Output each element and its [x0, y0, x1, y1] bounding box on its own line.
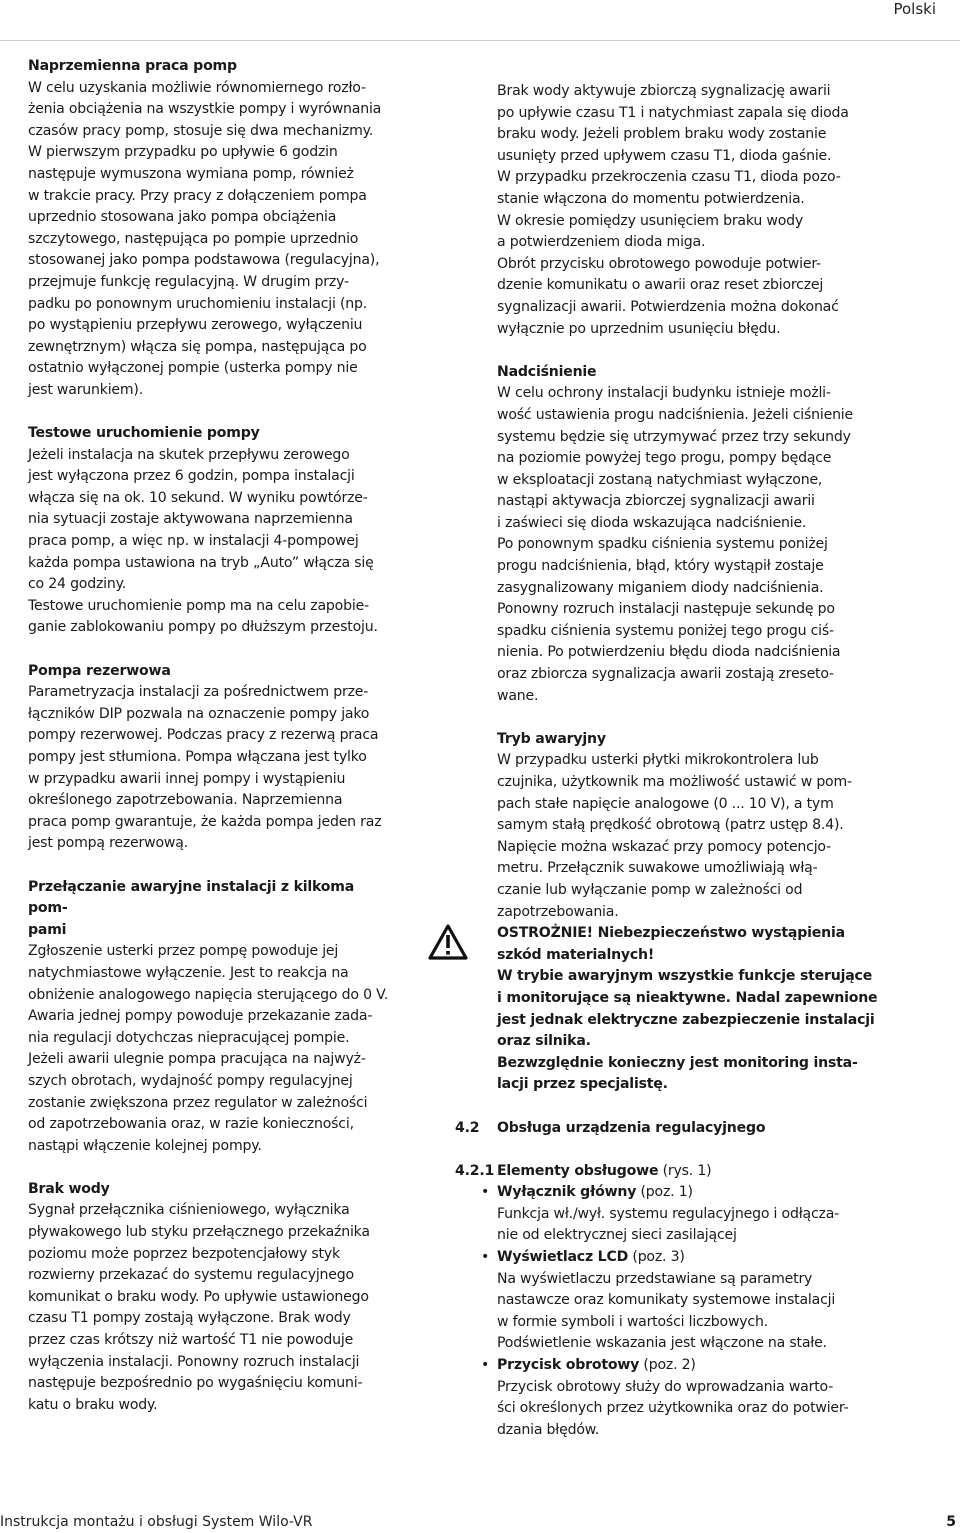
text-line: sygnalizacji awarii. Potwierdzenia można dokonać [497, 298, 839, 315]
text-line: nastąpi aktywacja zbiorczej sygnalizacji awarii [497, 493, 815, 510]
warning-text-line: szkód materialnych! [497, 946, 655, 963]
text-line: Ponowny rozruch instalacji następuje sekundę po [497, 601, 835, 618]
warning-text-line: oraz silnika. [497, 1033, 591, 1050]
text-line: co 24 godziny. [28, 576, 127, 593]
text-line: uprzednio stosowana jako pompa obciążenia [28, 209, 337, 226]
text-line: nia regulacji dotychczas niepracującej pompie. [28, 1029, 350, 1046]
text-line: Testowe uruchomienie pomp ma na celu zapobie- [28, 597, 369, 614]
section-4-2-1-heading [455, 1161, 853, 1183]
paragraph-gap [497, 340, 853, 362]
item-ref: (poz. 2) [639, 1357, 696, 1374]
paragraph-gap [28, 639, 384, 661]
text-line: samym stałą prędkość obrotową (patrz ustęp 8.4). [497, 817, 844, 834]
warning-text-line: Bezwzględnie konieczny jest monitoring insta- [497, 1054, 858, 1071]
text-line: W okresie pomiędzy usunięciem braku wody [497, 212, 804, 229]
text-line: i zaświeci się dioda wskazująca nadciśnienie. [497, 514, 807, 531]
text-line: stosowanej jako pompa podstawowa (regulacyjna), [28, 252, 380, 269]
text-line: katu o braku wody. [28, 1396, 158, 1413]
text-line: obniżenie analogowego napięcia sterującego do 0 V. [28, 986, 389, 1003]
text-line: spadku ciśnienia systemu poniżej tego progu ciś- [497, 622, 834, 639]
text-line: pompy rezerwowej. Podczas pracy z rezerwą praca [28, 727, 379, 744]
text-line: następuje bezpośrednio po wygaśnięciu komuni- [28, 1375, 363, 1392]
section-title: Elementy obsługowe [497, 1162, 659, 1179]
footer-title: Instrukcja montażu i obsługi System Wilo-VR [0, 1514, 313, 1530]
text-line: rozwierny przekazać do systemu regulacyjnego [28, 1267, 354, 1284]
language-label: Polski [893, 0, 936, 18]
text-line: ści określonych przez użytkownika oraz do potwier- [497, 1400, 849, 1417]
text-line: Parametryzacja instalacji za pośrednictwem prze- [28, 684, 369, 701]
section-heading: pami [28, 921, 67, 938]
text-line: określonego zapotrzebowania. Naprzemienna [28, 792, 343, 809]
section-title: Obsługa urządzenia regulacyjnego [497, 1119, 766, 1136]
text-line: nie od elektrycznej sieci zasilającej [497, 1227, 737, 1244]
page-number: 5 [946, 1514, 956, 1530]
section-heading: Testowe uruchomienie pompy [28, 425, 260, 442]
text-line: jest pompą rezerwową. [28, 835, 188, 852]
section-number: 4.2 [455, 1119, 480, 1136]
text-line: nia sytuacji zostaje aktywowana naprzemienna [28, 511, 353, 528]
warning-triangle-icon [428, 924, 468, 960]
text-line: braku wody. Jeżeli problem braku wody zostanie [497, 126, 827, 143]
text-line: żenia obciążenia na wszystkie pompy i wyrównania [28, 101, 382, 118]
text-line: oraz zbiorcza sygnalizacja awarii zostają zreseto- [497, 666, 834, 683]
text-line: komunikat o braku wody. Po upływie ustawionego [28, 1288, 369, 1305]
warning-text-line: i monitorujące są nieaktywne. Nadal zapewnione [497, 989, 878, 1006]
text-line: praca pomp, a więc np. w instalacji 4-pompowej [28, 533, 359, 550]
text-line: Jeżeli instalacja na skutek przepływu zerowego [28, 446, 350, 463]
section-title-suffix: (rys. 1) [658, 1162, 712, 1179]
warning-text-line: jest jednak elektryczne zabezpieczenie instalacji [497, 1011, 875, 1028]
text-line: w eksploatacji zostaną natychmiast wyłączone, [497, 471, 823, 488]
bullet-icon: • [481, 1357, 490, 1374]
text-line: Zgłoszenie usterki przez pompę powoduje jej [28, 943, 339, 960]
text-line: poziomu może poprzez bezpotencjałowy styk [28, 1245, 340, 1262]
paragraph-gap [28, 402, 384, 424]
item-ref: (poz. 3) [628, 1249, 685, 1266]
section-heading: Tryb awaryjny [497, 730, 606, 747]
text-line: W celu ochrony instalacji budynku istnieje możli- [497, 385, 831, 402]
text-line: po wystąpieniu przepływu zerowego, wyłączeniu [28, 317, 363, 334]
text-line: na poziomie powyżej tego progu, pompy będące [497, 450, 832, 467]
text-line: włącza się na ok. 10 sekund. W wyniku powtórze- [28, 489, 368, 506]
text-line: pływakowego lub styku przełącznego przekaźnika [28, 1224, 370, 1241]
text-line: wyłącznie po uprzednim usunięciu błędu. [497, 320, 781, 337]
text-line: szych obrotach, wydajność pompy regulacyjnej [28, 1072, 353, 1089]
paragraph-gap [497, 1139, 853, 1161]
list-item [481, 1182, 853, 1204]
section-heading: Przełączanie awaryjne instalacji z kilkoma pom- [28, 878, 355, 917]
text-line: czanie lub wyłączanie pomp w zależności od [497, 881, 803, 898]
item-title: Przycisk obrotowy [497, 1357, 640, 1374]
text-line: Jeżeli awarii ulegnie pompa pracująca na najwyż- [28, 1051, 366, 1068]
text-line: zasygnalizowany miganiem diody nadciśnienia. [497, 579, 824, 596]
text-line: stanie włączona do momentu potwierdzenia. [497, 190, 805, 207]
section-heading: Nadciśnienie [497, 363, 597, 380]
text-line: czasów pracy pomp, stosuje się dwa mechanizmy. [28, 122, 374, 139]
text-line: Na wyświetlaczu przedstawiane są parametry [497, 1270, 813, 1287]
text-line: przez czas krótszy niż wartość T1 nie powoduje [28, 1332, 354, 1349]
bullet-icon: • [481, 1184, 490, 1201]
text-line: w przypadku awarii innej pompy i wystąpieniu [28, 770, 346, 787]
text-line: metru. Przełącznik suwakowe umożliwiają włą- [497, 860, 818, 877]
text-line: po upływie czasu T1 i natychmiast zapala się dioda [497, 104, 849, 121]
list-item [481, 1247, 853, 1269]
right-column [455, 81, 878, 1441]
paragraph-gap [497, 707, 853, 729]
text-line: czasu T1 pompy zostają wyłączone. Brak wody [28, 1310, 351, 1327]
item-title: Wyłącznik główny [497, 1184, 637, 1201]
text-line: dzenie komunikatu o awarii oraz reset zbiorczej [497, 277, 824, 294]
text-line: Brak wody aktywuje zbiorczą sygnalizację awarii [497, 83, 831, 99]
section-heading: Brak wody [28, 1180, 110, 1197]
section-4-2-heading [455, 1118, 853, 1140]
text-line: przejmuje funkcję regulacyjną. W drugim przy- [28, 273, 349, 290]
text-line: Podświetlenie wskazania jest włączone na stałe. [497, 1335, 827, 1352]
paragraph-gap [28, 855, 384, 877]
text-line: Sygnał przełącznika ciśnieniowego, wyłącznika [28, 1202, 350, 1219]
text-line: systemu będzie się utrzymywać przez trzy sekundy [497, 428, 851, 445]
text-line: a potwierdzeniem dioda miga. [497, 234, 706, 251]
text-line: w trakcie pracy. Przy pracy z dołączeniem pompa [28, 187, 367, 204]
text-line: wane. [497, 687, 539, 704]
text-line: W przypadku usterki płytki mikrokontrolera lub [497, 752, 819, 769]
text-line: łączników DIP pozwala na oznaczenie pompy jako [28, 705, 370, 722]
text-line: zapotrzebowania. [497, 903, 619, 920]
text-line: jest wyłączona przez 6 godzin, pompa instalacji [28, 468, 355, 485]
paragraph-gap [28, 1157, 384, 1179]
list-item [481, 1355, 853, 1377]
text-line: nastawcze oraz komunikaty systemowe instalacji [497, 1292, 836, 1309]
text-line: od zapotrzebowania oraz, w razie konieczności, [28, 1116, 354, 1133]
text-line: zewnętrznym) włącza się pompa, następująca po [28, 338, 367, 355]
text-line: usunięty przed upływem czasu T1, dioda gaśnie. [497, 147, 832, 164]
text-line: Po ponownym spadku ciśnienia systemu poniżej [497, 536, 828, 553]
text-line: ostatnio wyłączonej pompie (usterka pompy nie [28, 360, 358, 377]
text-line: Obrót przycisku obrotowego powoduje potwier- [497, 255, 821, 272]
text-line: pompy jest stłumiona. Pompa włączana jest tylko [28, 749, 367, 765]
text-line: dzania błędów. [497, 1421, 600, 1438]
text-line: ganie zablokowaniu pompy po dłuższym przestoju. [28, 619, 378, 636]
text-line: nienia. Po potwierdzeniu błędu dioda nadciśnienia [497, 644, 841, 661]
item-ref: (poz. 1) [636, 1184, 693, 1201]
text-line: natychmiastowe wyłączenie. Jest to reakcja na [28, 964, 349, 981]
text-line: zostanie zwiększona przez regulator w zależności [28, 1094, 368, 1111]
text-line: Przycisk obrotowy służy do wprowadzania warto- [497, 1378, 834, 1395]
paragraph-gap [497, 1096, 853, 1118]
text-line: szczytowego, następująca po pompie uprzednio [28, 230, 359, 247]
warning-text-line: lacji przez specjalistę. [497, 1076, 668, 1093]
section-heading: Pompa rezerwowa [28, 662, 171, 679]
bullet-icon: • [481, 1249, 490, 1266]
text-line: Napięcie można wskazać przy pomocy potencjo- [497, 838, 831, 855]
warning-text-line: OSTROŻNIE! Niebezpieczeństwo wystąpienia [497, 925, 845, 942]
section-number: 4.2.1 [455, 1162, 495, 1179]
text-line: padku po ponownym uruchomieniu instalacji (np. [28, 295, 368, 312]
text-line: każda pompa ustawiona na tryb „Auto” włącza się [28, 554, 374, 571]
left-column [28, 56, 389, 1416]
text-line: czujnika, użytkownik ma możliwość ustawić w pom- [497, 774, 852, 790]
text-line: nastąpi włączenie kolejnej pompy. [28, 1137, 262, 1154]
text-line: pach stałe napięcie analogowe (0 ... 10 V), a tym [497, 795, 834, 812]
text-line: W celu uzyskania możliwie równomiernego rozło- [28, 79, 366, 96]
text-line: następuje wymuszona wymiana pomp, również [28, 165, 354, 182]
text-line: W pierwszym przypadku po upływie 6 godzin [28, 144, 338, 161]
section-heading: Naprzemienna praca pomp [28, 58, 237, 74]
text-line: jest warunkiem). [28, 381, 144, 398]
item-title: Wyświetlacz LCD [497, 1249, 629, 1266]
text-line: wość ustawienia progu nadciśnienia. Jeżeli ciśnienie [497, 406, 853, 423]
text-line: w formie symboli i wartości liczbowych. [497, 1313, 768, 1330]
text-line: W przypadku przekroczenia czasu T1, dioda pozo- [497, 169, 841, 186]
warning-text-line: W trybie awaryjnym wszystkie funkcje sterujące [497, 968, 873, 985]
text-line: praca pomp gwarantuje, że każda pompa jeden raz [28, 813, 382, 830]
page-header [0, 0, 960, 41]
text-line: progu nadciśnienia, błąd, który wystąpił zostaje [497, 558, 824, 575]
text-line: wyłączenia instalacji. Ponowny rozruch instalacji [28, 1353, 360, 1370]
text-line: Funkcja wł./wył. systemu regulacyjnego i odłącza- [497, 1205, 840, 1222]
text-line: Awaria jednej pompy powoduje przekazanie zada- [28, 1008, 373, 1025]
